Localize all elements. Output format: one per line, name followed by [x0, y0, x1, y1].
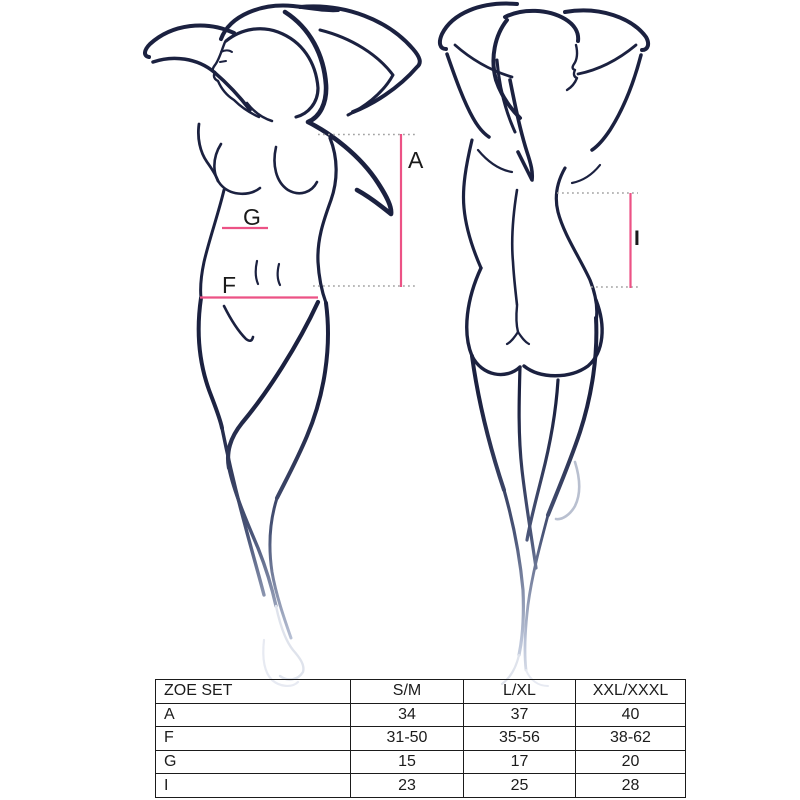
- column-header-product: ZOE SET: [156, 680, 351, 704]
- size-value: 23: [351, 774, 464, 798]
- size-value: 34: [351, 703, 464, 727]
- size-value: 38-62: [576, 727, 686, 751]
- table-row-i: [156, 774, 686, 798]
- table-row-f: [156, 727, 686, 751]
- column-header-lxl: L/XL: [464, 680, 576, 704]
- column-header-xxl: XXL/XXXL: [576, 680, 686, 704]
- size-value: 28: [576, 774, 686, 798]
- column-header-sm: S/M: [351, 680, 464, 704]
- front-figure-illustration: [145, 6, 420, 686]
- size-value: 15: [351, 750, 464, 774]
- table-row-g: [156, 750, 686, 774]
- measure-label-a: A: [408, 147, 424, 173]
- row-label: A: [156, 703, 351, 727]
- measure-label-g: G: [243, 204, 261, 230]
- size-value: 40: [576, 703, 686, 727]
- measure-label-f: F: [222, 272, 237, 298]
- size-table: [155, 679, 686, 798]
- size-value: 17: [464, 750, 576, 774]
- size-value: 35-56: [464, 727, 576, 751]
- size-table-header-row: [156, 680, 686, 704]
- row-label: I: [156, 774, 351, 798]
- back-figure-illustration: [440, 4, 648, 686]
- size-value: 25: [464, 774, 576, 798]
- size-value: 37: [464, 703, 576, 727]
- size-value: 20: [576, 750, 686, 774]
- table-row-a: [156, 703, 686, 727]
- measure-label-i: I: [634, 227, 640, 250]
- size-value: 31-50: [351, 727, 464, 751]
- row-label: F: [156, 727, 351, 751]
- row-label: G: [156, 750, 351, 774]
